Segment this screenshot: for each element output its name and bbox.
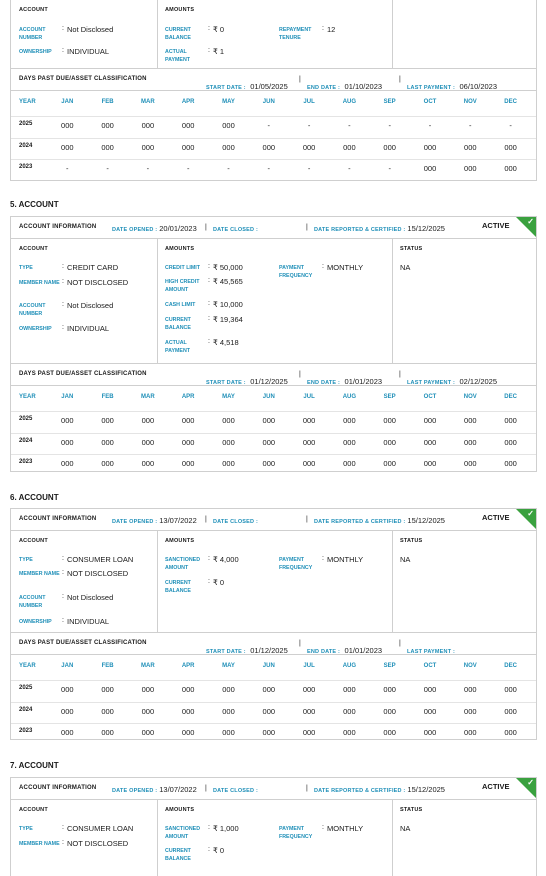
dpd-cell: 000 xyxy=(383,416,396,425)
date-reported: DATE REPORTED & CERTIFIED : 15/12/2025 xyxy=(314,516,445,525)
account-column xyxy=(11,0,157,68)
dpd-cell: 000 xyxy=(61,706,74,716)
dpd-cell: 000 xyxy=(302,416,316,425)
credit-limit-value: ₹ 50,000 xyxy=(213,263,243,272)
credit-limit-field: CREDIT LIMIT : ₹ 50,000 xyxy=(165,263,243,272)
dpd-row xyxy=(11,728,536,740)
dpd-cell: 000 xyxy=(423,142,437,152)
month-header: FEB xyxy=(101,663,114,669)
actual-payment-value: ₹ 4,518 xyxy=(213,338,239,347)
dpd-grid xyxy=(11,91,536,181)
account-7-title: 7. ACCOUNT xyxy=(10,761,59,770)
month-header: DEC xyxy=(504,99,517,105)
current-balance-field: CURRENT BALANCE : ₹ 0 xyxy=(165,578,225,594)
actual-payment-value: ₹ 1 xyxy=(213,47,225,56)
month-header: AUG xyxy=(342,394,357,400)
dpd-cell: 000 xyxy=(343,459,356,468)
dpd-cell: 000 xyxy=(181,685,195,694)
dpd-cell: 000 xyxy=(423,685,437,694)
dpd-cell: - xyxy=(267,121,271,130)
ownership-field: OWNERSHIP : INDIVIDUAL xyxy=(19,617,110,626)
payment-frequency-field: PAYMENT FREQUENCY : MONTHLY xyxy=(279,824,364,840)
status-column xyxy=(392,0,536,68)
month-header: FEB xyxy=(101,99,114,105)
dpd-cell: 000 xyxy=(302,706,316,716)
month-header: MAY xyxy=(222,663,235,669)
dpd-last-payment: LAST PAYMENT : 06/10/2023 xyxy=(407,82,498,91)
month-header: AUG xyxy=(342,99,357,105)
dpd-cell: 000 xyxy=(222,416,235,425)
dpd-cell: - xyxy=(307,164,311,173)
date-opened: DATE OPENED : 20/01/2023 xyxy=(112,224,197,233)
dpd-cell: 000 xyxy=(423,416,437,425)
date-reported: DATE REPORTED & CERTIFIED : 15/12/2025 xyxy=(314,224,445,233)
active-status-badge: ACTIVE ✓ xyxy=(476,509,536,531)
dpd-cell: 000 xyxy=(141,459,155,468)
account-column xyxy=(11,531,157,632)
dpd-cell: 000 xyxy=(343,142,356,152)
payment-frequency-field: PAYMENT FREQUENCY : MONTHLY xyxy=(279,263,364,279)
dpd-title: DAYS PAST DUE/ASSET CLASSIFICATION xyxy=(19,371,147,377)
dpd-cell: 000 xyxy=(302,685,316,694)
dpd-cell: - xyxy=(227,164,230,173)
dpd-start-date: START DATE : 01/12/2025 xyxy=(206,646,288,655)
sanctioned-amount-value: ₹ 4,000 xyxy=(213,555,239,564)
account-column-heading: ACCOUNT xyxy=(19,807,48,813)
month-header: AUG xyxy=(342,663,357,669)
dpd-cell: 000 xyxy=(181,142,195,152)
dpd-cell: - xyxy=(307,121,311,130)
dpd-cell: 000 xyxy=(464,437,477,447)
month-header: JAN xyxy=(61,99,74,105)
current-balance-field: CURRENT BALANCE : ₹ 0 xyxy=(165,25,225,41)
account-number-value: Not Disclosed xyxy=(67,593,114,602)
month-header: JUN xyxy=(262,394,275,400)
dpd-cell: 000 xyxy=(464,164,477,173)
account-5-details xyxy=(11,239,536,364)
dpd-cell: 000 xyxy=(181,706,195,716)
month-header: JUL xyxy=(303,394,315,400)
dpd-last-payment: LAST PAYMENT : xyxy=(407,649,456,655)
dpd-cell: 000 xyxy=(504,728,517,737)
active-status-badge: ACTIVE ✓ xyxy=(476,778,536,800)
dpd-cell: 000 xyxy=(141,142,155,152)
account-7-details xyxy=(11,800,536,876)
sanctioned-amount-value: ₹ 1,000 xyxy=(213,824,239,833)
year-cell: 2024 xyxy=(19,706,33,713)
actual-payment-field: ACTUAL PAYMENT : ₹ 1 xyxy=(165,47,225,63)
dpd-cell: 000 xyxy=(423,164,437,173)
high-credit-value: ₹ 45,565 xyxy=(213,277,243,286)
account-info-heading: ACCOUNT INFORMATION xyxy=(19,516,97,522)
year-cell: 2024 xyxy=(19,437,33,444)
account-6-title: 6. ACCOUNT xyxy=(10,493,59,502)
dpd-cell: - xyxy=(66,164,69,173)
dpd-grid xyxy=(11,655,536,740)
account-6-card xyxy=(10,508,537,740)
year-header: YEAR xyxy=(19,663,36,669)
status-value: NA xyxy=(400,824,411,833)
dpd-cell: - xyxy=(388,121,391,130)
repayment-tenure-label: REPAYMENT TENURE xyxy=(279,27,312,41)
amounts-column xyxy=(157,800,392,876)
month-header: MAR xyxy=(141,394,155,400)
dpd-cell: 000 xyxy=(504,437,517,447)
account-7-card xyxy=(10,777,537,876)
account-5-title: 5. ACCOUNT xyxy=(10,200,59,209)
check-icon: ✓ xyxy=(527,778,534,787)
dpd-cell: 000 xyxy=(181,459,195,468)
amounts-column-heading: AMOUNTS xyxy=(165,7,195,13)
date-closed: DATE CLOSED : xyxy=(213,519,258,525)
dpd-cell: 000 xyxy=(343,728,356,737)
current-balance-field: CURRENT BALANCE : ₹ 19,364 xyxy=(165,315,243,331)
current-balance-label: CURRENT BALANCE xyxy=(165,27,191,41)
payment-frequency-field: PAYMENT FREQUENCY : MONTHLY xyxy=(279,555,364,571)
year-cell: 2025 xyxy=(19,121,33,127)
account-info-heading: ACCOUNT INFORMATION xyxy=(19,224,97,230)
dpd-end-date: END DATE : 01/01/2023 xyxy=(307,646,383,655)
account-info-bar: ACCOUNT INFORMATION DATE OPENED : 13/07/2022 | DATE CLOSED : | DATE REPORTED & CERTIFIED : 15/12/2025 ACTIVE ✓ xyxy=(11,509,536,531)
dpd-cell: 000 xyxy=(383,706,396,716)
dpd-cell: - xyxy=(388,164,391,173)
account-6-details xyxy=(11,531,536,633)
account-number-field: ACCOUNT NUMBER : Not Disclosed xyxy=(19,593,114,609)
account-number-field: ACCOUNT NUMBER : Not Disclosed xyxy=(19,25,114,41)
cash-limit-value: ₹ 10,000 xyxy=(213,300,243,309)
year-cell: 2024 xyxy=(19,142,33,149)
account-column-heading: ACCOUNT xyxy=(19,246,48,252)
dpd-start-date: START DATE : 01/12/2025 xyxy=(206,377,288,386)
dpd-cell: 000 xyxy=(141,685,155,694)
dpd-cell: 000 xyxy=(504,416,517,425)
dpd-cell: 000 xyxy=(383,142,396,152)
dpd-cell: 000 xyxy=(504,685,517,694)
status-column xyxy=(392,239,536,363)
dpd-cell: - xyxy=(348,164,351,173)
date-opened: DATE OPENED : 13/07/2022 xyxy=(112,516,197,525)
active-status-badge: ACTIVE ✓ xyxy=(476,217,536,239)
cash-limit-field: CASH LIMIT : ₹ 10,000 xyxy=(165,300,243,309)
payment-frequency-value: MONTHLY xyxy=(327,263,364,272)
year-header: YEAR xyxy=(19,394,36,400)
account-info-heading: ACCOUNT INFORMATION xyxy=(19,785,97,791)
dpd-cell: 000 xyxy=(61,121,74,130)
dpd-cell: 000 xyxy=(101,728,114,737)
dpd-cell: 000 xyxy=(504,142,517,152)
dpd-cell: 000 xyxy=(423,459,437,468)
month-header: JAN xyxy=(61,663,74,669)
account-number-field: ACCOUNT NUMBER : Not Disclosed xyxy=(19,301,114,317)
dpd-cell: - xyxy=(146,164,150,173)
member-name-value: NOT DISCLOSED xyxy=(67,839,129,848)
status-column-heading: STATUS xyxy=(400,538,423,544)
dpd-cell: 000 xyxy=(222,142,235,152)
account-column-heading: ACCOUNT xyxy=(19,7,48,13)
dpd-cell: 000 xyxy=(141,728,155,737)
month-header: DEC xyxy=(504,394,517,400)
dpd-cell: 000 xyxy=(504,706,517,716)
dpd-cell: 000 xyxy=(141,706,155,716)
dpd-cell: 000 xyxy=(302,459,316,468)
month-header: OCT xyxy=(423,663,437,669)
type-field: TYPE : CONSUMER LOAN xyxy=(19,555,134,564)
dpd-cell: 000 xyxy=(343,706,356,716)
date-reported: DATE REPORTED & CERTIFIED : 15/12/2025 xyxy=(314,785,445,794)
sanctioned-amount-field: SANCTIONED AMOUNT : ₹ 1,000 xyxy=(165,824,239,840)
dpd-cell: 000 xyxy=(61,685,74,694)
dpd-cell: 000 xyxy=(61,416,74,425)
amounts-column xyxy=(157,531,392,632)
dpd-cell: 000 xyxy=(302,142,316,152)
dpd-cell: 000 xyxy=(423,706,437,716)
dpd-cell: 000 xyxy=(464,416,477,425)
type-value: CREDIT CARD xyxy=(67,263,119,272)
high-credit-field: HIGH CREDIT AMOUNT : ₹ 45,565 xyxy=(165,277,243,293)
month-header: NOV xyxy=(463,663,477,669)
member-name-value: NOT DISCLOSED xyxy=(67,278,129,287)
dpd-cell: - xyxy=(267,164,271,173)
account-number-value: Not Disclosed xyxy=(67,301,114,310)
current-balance-value: ₹ 0 xyxy=(213,25,225,34)
type-field: TYPE : CREDIT CARD xyxy=(19,263,119,272)
dpd-cell: 000 xyxy=(262,142,276,152)
month-header: OCT xyxy=(423,99,437,105)
status-column-heading: STATUS xyxy=(400,807,423,813)
dpd-grid xyxy=(11,386,536,471)
dpd-header: DAYS PAST DUE/ASSET CLASSIFICATION START DATE : 01/12/2025 | END DATE : 01/01/2023 | LAST PAYMENT : 02/12/2025 xyxy=(11,364,536,386)
dpd-cell: 000 xyxy=(343,416,356,425)
dpd-cell: 000 xyxy=(222,728,235,737)
dpd-cell: 000 xyxy=(101,459,114,468)
month-header: APR xyxy=(181,99,195,105)
account-column xyxy=(11,800,157,876)
dpd-cell: 000 xyxy=(141,416,155,425)
dpd-cell: 000 xyxy=(101,142,114,152)
ownership-field: OWNERSHIP : INDIVIDUAL xyxy=(19,324,110,333)
dpd-cell: - xyxy=(186,164,190,173)
current-balance-field: CURRENT BALANCE : ₹ 0 xyxy=(165,846,225,862)
month-header: JUN xyxy=(262,99,275,105)
dpd-cell: 000 xyxy=(343,437,356,447)
dpd-cell: 000 xyxy=(101,706,114,716)
dpd-cell: 000 xyxy=(101,437,114,447)
dpd-cell: - xyxy=(106,164,109,173)
ownership-value: INDIVIDUAL xyxy=(67,47,110,56)
dpd-cell: 000 xyxy=(181,437,195,447)
dpd-cell: 000 xyxy=(464,142,477,152)
month-header: APR xyxy=(181,663,195,669)
dpd-end-date: END DATE : 01/10/2023 xyxy=(307,82,383,91)
status-value: NA xyxy=(400,555,411,564)
account-number-label: ACCOUNT NUMBER xyxy=(19,27,46,41)
member-name-value: NOT DISCLOSED xyxy=(67,569,129,578)
month-header: JUL xyxy=(303,99,315,105)
month-header: JAN xyxy=(61,394,74,400)
check-icon: ✓ xyxy=(527,217,534,226)
dpd-cell: 000 xyxy=(302,728,316,737)
amounts-column-heading: AMOUNTS xyxy=(165,807,195,813)
dpd-cell: - xyxy=(509,121,512,130)
actual-payment-field: ACTUAL PAYMENT : ₹ 4,518 xyxy=(165,338,239,354)
dpd-cell: 000 xyxy=(262,459,276,468)
dpd-cell: 000 xyxy=(101,416,114,425)
month-header: JUN xyxy=(262,663,275,669)
dpd-cell: 000 xyxy=(262,728,276,737)
month-header: SEP xyxy=(383,394,396,400)
ownership-value: INDIVIDUAL xyxy=(67,324,110,333)
dpd-cell: 000 xyxy=(464,459,477,468)
dpd-cell: 000 xyxy=(222,437,235,447)
member-name-field: MEMBER NAME : NOT DISCLOSED xyxy=(19,839,129,848)
actual-payment-label: ACTUAL PAYMENT xyxy=(165,49,191,63)
dpd-end-date: END DATE : 01/01/2023 xyxy=(307,377,383,386)
month-header: MAY xyxy=(222,99,235,105)
dpd-cell: 000 xyxy=(61,437,74,447)
type-value: CONSUMER LOAN xyxy=(67,824,134,833)
account-column xyxy=(11,239,157,363)
amounts-column-heading: AMOUNTS xyxy=(165,538,195,544)
dpd-cell: 000 xyxy=(464,706,477,716)
dpd-header: DAYS PAST DUE/ASSET CLASSIFICATION START DATE : 01/05/2025 | END DATE : 01/10/2023 | LAST PAYMENT : 06/10/2023 xyxy=(11,69,536,91)
repayment-tenure-field: REPAYMENT TENURE : 12 xyxy=(279,25,336,41)
dpd-cell: 000 xyxy=(101,121,114,130)
status-column xyxy=(392,531,536,632)
member-name-field: MEMBER NAME : NOT DISCLOSED xyxy=(19,278,129,287)
dpd-cell: 000 xyxy=(302,437,316,447)
dpd-cell: 000 xyxy=(181,728,195,737)
dpd-row xyxy=(11,459,536,472)
current-balance-value: ₹ 19,364 xyxy=(213,315,243,324)
account-column-heading: ACCOUNT xyxy=(19,538,48,544)
dpd-cell: 000 xyxy=(343,685,356,694)
month-header: DEC xyxy=(504,663,517,669)
status-column xyxy=(392,800,536,876)
status-value: NA xyxy=(400,263,411,272)
account-5-card xyxy=(10,216,537,472)
month-header: JUL xyxy=(303,663,315,669)
dpd-row xyxy=(11,164,536,181)
dpd-cell: 000 xyxy=(262,416,276,425)
dpd-cell: 000 xyxy=(61,142,74,152)
dpd-last-payment: LAST PAYMENT : 02/12/2025 xyxy=(407,377,498,386)
month-header: OCT xyxy=(423,394,437,400)
dpd-cell: 000 xyxy=(61,459,74,468)
current-balance-value: ₹ 0 xyxy=(213,846,225,855)
dpd-cell: 000 xyxy=(262,706,276,716)
year-cell: 2023 xyxy=(19,459,33,465)
dpd-cell: 000 xyxy=(222,459,235,468)
year-cell: 2023 xyxy=(19,164,33,170)
amounts-column xyxy=(157,239,392,363)
account-info-bar: ACCOUNT INFORMATION DATE OPENED : 13/07/2022 | DATE CLOSED : | DATE REPORTED & CERTIFIED : 15/12/2025 ACTIVE ✓ xyxy=(11,778,536,800)
dpd-cell: 000 xyxy=(504,459,517,468)
dpd-cell: 000 xyxy=(262,437,276,447)
dpd-cell: 000 xyxy=(383,437,396,447)
status-column-heading: STATUS xyxy=(400,246,423,252)
dpd-cell: 000 xyxy=(383,685,396,694)
dpd-cell: 000 xyxy=(222,685,235,694)
dpd-cell: 000 xyxy=(423,437,437,447)
dpd-cell: 000 xyxy=(504,164,517,173)
dpd-title: DAYS PAST DUE/ASSET CLASSIFICATION xyxy=(19,640,147,646)
dpd-cell: 000 xyxy=(101,685,114,694)
dpd-cell: 000 xyxy=(222,706,235,716)
month-header: MAY xyxy=(222,394,235,400)
year-cell: 2025 xyxy=(19,416,33,422)
dpd-cell: 000 xyxy=(383,459,396,468)
year-header: YEAR xyxy=(19,99,36,105)
dpd-cell: 000 xyxy=(181,416,195,425)
ownership-value: INDIVIDUAL xyxy=(67,617,110,626)
account-number-value: Not Disclosed xyxy=(67,25,114,34)
dpd-cell: 000 xyxy=(464,728,477,737)
amounts-column xyxy=(157,0,392,68)
dpd-cell: 000 xyxy=(222,121,235,130)
ownership-label: OWNERSHIP xyxy=(19,49,52,55)
repayment-tenure-value: 12 xyxy=(327,25,336,34)
date-opened: DATE OPENED : 13/07/2022 xyxy=(112,785,197,794)
month-header: FEB xyxy=(101,394,114,400)
dpd-cell: 000 xyxy=(141,121,155,130)
account-4-card xyxy=(10,0,537,181)
month-header: SEP xyxy=(383,99,396,105)
dpd-cell: 000 xyxy=(383,728,396,737)
month-header: NOV xyxy=(463,394,477,400)
payment-frequency-value: MONTHLY xyxy=(327,555,364,564)
month-header: APR xyxy=(181,394,195,400)
month-header: SEP xyxy=(383,663,396,669)
amounts-column-heading: AMOUNTS xyxy=(165,246,195,252)
dpd-cell: - xyxy=(469,121,472,130)
current-balance-value: ₹ 0 xyxy=(213,578,225,587)
sanctioned-amount-field: SANCTIONED AMOUNT : ₹ 4,000 xyxy=(165,555,239,571)
dpd-cell: 000 xyxy=(262,685,276,694)
dpd-cell: - xyxy=(428,121,432,130)
dpd-cell: 000 xyxy=(423,728,437,737)
check-icon: ✓ xyxy=(527,509,534,518)
type-value: CONSUMER LOAN xyxy=(67,555,134,564)
payment-frequency-value: MONTHLY xyxy=(327,824,364,833)
dpd-cell: 000 xyxy=(464,685,477,694)
date-closed: DATE CLOSED : xyxy=(213,227,258,233)
month-header: MAR xyxy=(141,663,155,669)
type-field: TYPE : CONSUMER LOAN xyxy=(19,824,134,833)
dpd-cell: 000 xyxy=(141,437,155,447)
dpd-start-date: START DATE : 01/05/2025 xyxy=(206,82,288,91)
month-header: NOV xyxy=(463,99,477,105)
account-4-details xyxy=(11,0,536,69)
ownership-field: OWNERSHIP : INDIVIDUAL xyxy=(19,47,110,56)
dpd-cell: - xyxy=(348,121,351,130)
dpd-cell: 000 xyxy=(61,728,74,737)
dpd-title: DAYS PAST DUE/ASSET CLASSIFICATION xyxy=(19,76,147,82)
year-cell: 2023 xyxy=(19,728,33,734)
dpd-header: DAYS PAST DUE/ASSET CLASSIFICATION START DATE : 01/12/2025 | END DATE : 01/01/2023 | LAST PAYMENT : xyxy=(11,633,536,655)
year-cell: 2025 xyxy=(19,685,33,691)
date-closed: DATE CLOSED : xyxy=(213,788,258,794)
account-info-bar: ACCOUNT INFORMATION DATE OPENED : 20/01/2023 | DATE CLOSED : | DATE REPORTED & CERTIFIED : 15/12/2025 ACTIVE ✓ xyxy=(11,217,536,239)
month-header: MAR xyxy=(141,99,155,105)
dpd-cell: 000 xyxy=(181,121,195,130)
member-name-field: MEMBER NAME : NOT DISCLOSED xyxy=(19,569,129,578)
